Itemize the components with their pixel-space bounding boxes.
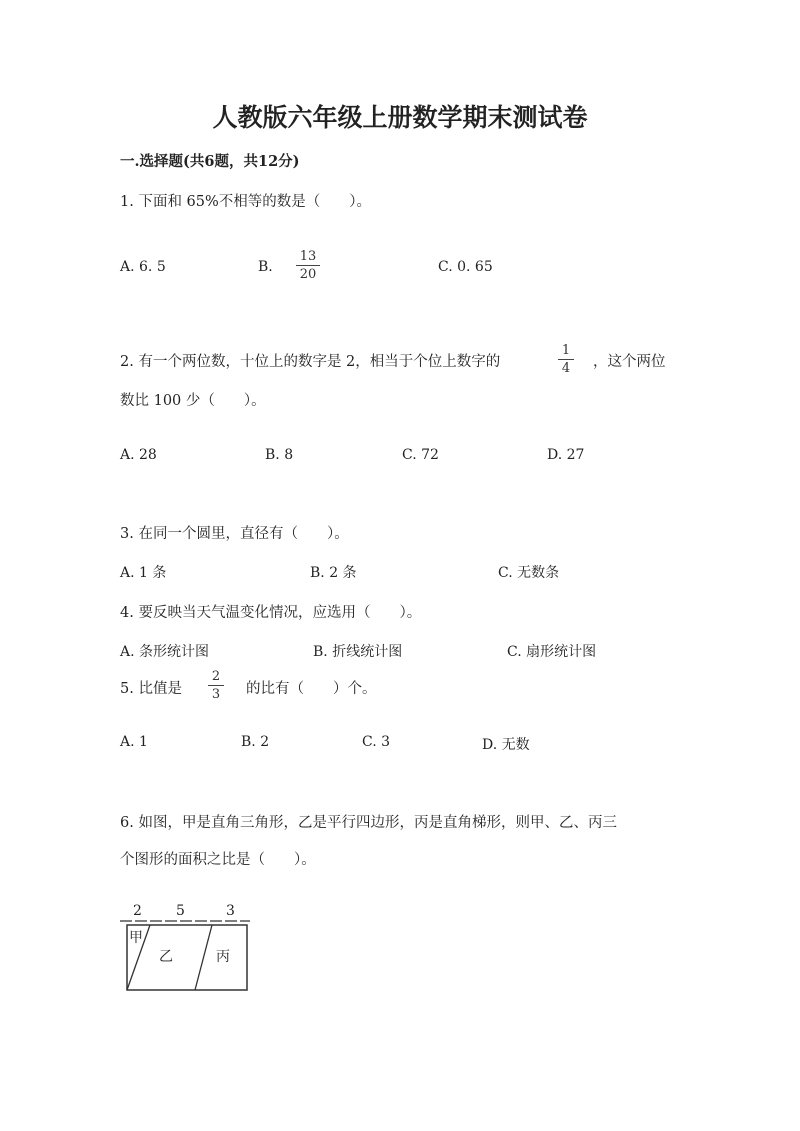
question-4-option-b: B. 折线统计图 [313,644,403,660]
fraction-numerator: 1 [561,343,571,358]
question-1-fraction [296,249,320,282]
question-5-text-part2: 的比有（ ）个。 [246,681,377,697]
question-3-text: 3. 在同一个圆里，直径有（ ）。 [120,526,349,542]
question-5-option-c: C. 3 [362,734,391,750]
question-3-option-b: B. 2 条 [310,565,357,581]
question-1-option-b: B. [258,259,273,275]
figure-top-label-5: 5 [176,903,185,919]
figure-label-yi: 乙 [159,949,173,965]
question-6-text-line1: 6. 如图，甲是直角三角形，乙是平行四边形，丙是直角梯形，则甲、乙、丙三 [120,815,617,831]
question-3-option-a: A. 1 条 [120,565,167,581]
figure-top-label-2: 2 [133,903,142,919]
question-2-text-line2: 数比 100 少（ ）。 [120,393,266,409]
fraction-bar [558,359,574,360]
question-4-text: 4. 要反映当天气温变化情况，应选用（ ）。 [120,605,422,621]
question-2-option-d: D. 27 [547,447,585,463]
question-5-option-d: D. 无数 [482,737,530,753]
section-heading: 一.选择题(共6题，共12分) [120,153,300,170]
question-1-option-a: A. 6. 5 [120,259,166,275]
question-1-option-c: C. 0. 65 [438,259,493,275]
fraction-bar [208,685,224,686]
question-2-text-part2: ，这个两位 [593,354,666,370]
figure-label-bing: 丙 [216,949,230,965]
figure-right-diagonal [195,925,212,990]
question-6-text-line2: 个图形的面积之比是（ ）。 [120,852,316,868]
figure-label-jia: 甲 [129,930,143,946]
page-title: 人教版六年级上册数学期末测试卷 [212,103,588,132]
fraction-denominator: 3 [211,687,221,702]
question-4-option-a: A. 条形统计图 [120,644,210,660]
question-5-option-b: B. 2 [241,734,270,750]
question-4-option-c: C. 扇形统计图 [507,644,597,660]
fraction-numerator: 2 [211,669,221,684]
question-2-option-b: B. 8 [265,447,294,463]
question-2-option-c: C. 72 [402,447,439,463]
question-5-option-a: A. 1 [120,734,148,750]
question-2-option-a: A. 28 [120,447,157,463]
question-1-text: 1. 下面和 65%不相等的数是（ ）。 [120,194,372,210]
question-5-text-part1: 5. 比值是 [120,681,182,697]
fraction-bar [296,265,320,266]
fraction-numerator: 13 [299,249,317,264]
question-2-text-part1: 2. 有一个两位数，十位上的数字是 2，相当于个位上数字的 [120,354,501,370]
question-3-option-c: C. 无数条 [498,565,560,581]
question-5-fraction [208,669,224,702]
fraction-denominator: 4 [561,361,571,376]
figure-top-label-3: 3 [226,903,235,919]
question-2-fraction [558,343,574,376]
fraction-denominator: 20 [299,267,317,282]
